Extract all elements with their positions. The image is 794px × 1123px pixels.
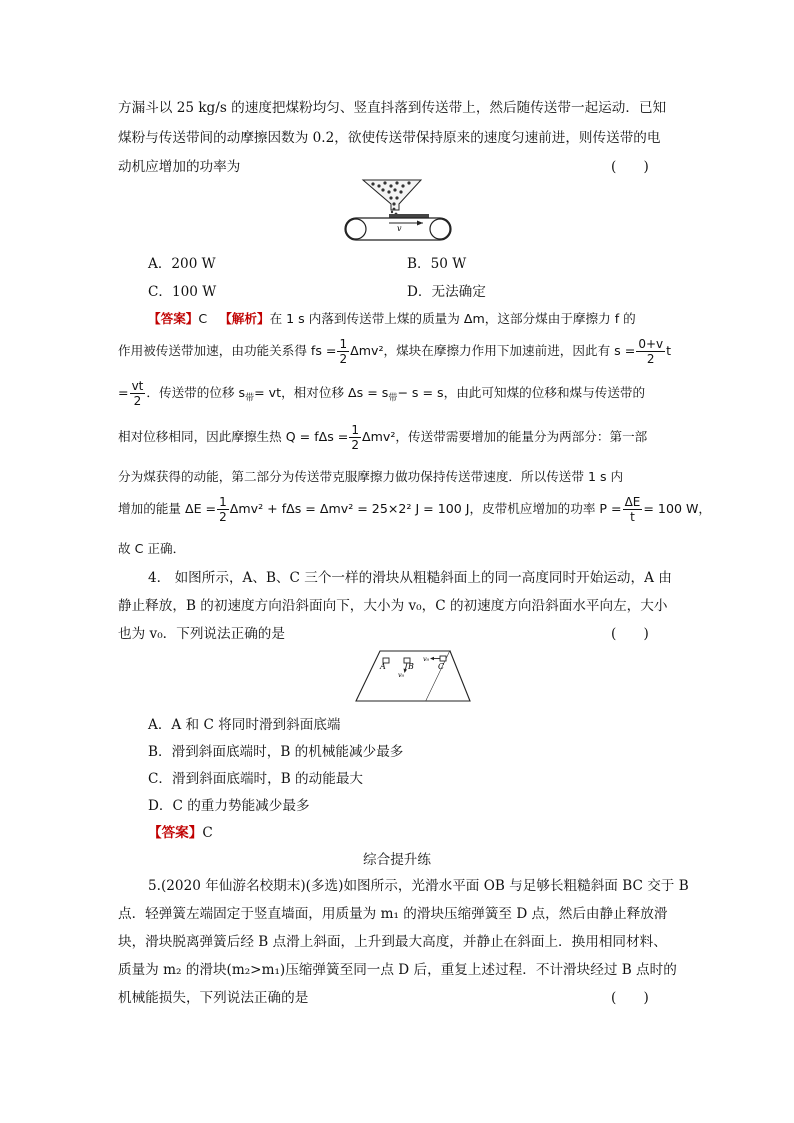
fraction-den: 2 bbox=[646, 352, 655, 366]
answer-tag: 【答案】 bbox=[148, 311, 199, 326]
fraction bbox=[130, 380, 146, 407]
q4-line-1: 4． 如图所示，A、B、C 三个一样的滑块从粗糙斜面上的同一高度同时开始运动，A 由 bbox=[148, 570, 672, 586]
q3-answer-paren: ( ) bbox=[611, 159, 649, 175]
analysis-text: 增加的能量 ΔE = bbox=[118, 501, 217, 516]
q5-line-5: 机械能损失，下列说法正确的是 bbox=[118, 990, 309, 1006]
fraction bbox=[636, 338, 665, 365]
fraction bbox=[217, 496, 229, 523]
q3-line-2: 煤粉与传送带间的动摩擦因数为 0.2，欲使传送带保持原来的速度匀速前进，则传送带的电 bbox=[118, 130, 661, 146]
v0-label-b: v₀ bbox=[398, 671, 405, 679]
fraction-num: vt bbox=[131, 379, 144, 393]
slope-figure bbox=[352, 647, 474, 705]
fraction-num: 1 bbox=[351, 423, 359, 437]
fraction-den: t bbox=[630, 510, 635, 524]
fraction-den: 2 bbox=[339, 352, 348, 366]
block-b-label: B bbox=[408, 662, 414, 671]
q3-analysis-line-1 bbox=[148, 308, 636, 327]
fraction-den: 2 bbox=[219, 510, 227, 524]
q4-line-2: 静止释放，B 的初速度方向沿斜面向下，大小为 v₀，C 的初速度方向沿斜面水平向左，大小 bbox=[118, 598, 668, 614]
q4-option-d: D．C 的重力势能减少最多 bbox=[148, 798, 310, 814]
analysis-text: = vt，相对位移 Δs = s bbox=[254, 385, 389, 400]
q5-line-4: 质量为 m₂ 的滑块(m₂>m₁)压缩弹簧至同一点 D 后，重复上述过程．不计滑块经过 B 点时的 bbox=[118, 962, 677, 978]
fraction-num: 1 bbox=[339, 337, 348, 351]
q3-analysis-line-3 bbox=[118, 380, 645, 407]
q4-answer-paren: ( ) bbox=[611, 626, 649, 642]
analysis-text: = 100 W， bbox=[643, 501, 712, 516]
analysis-text: ．传送带的位移 s bbox=[146, 385, 246, 400]
analysis-text: Δmv²，传送带需要增加的能量分为两部分：第一部 bbox=[362, 429, 648, 444]
q5-line-2: 点．轻弹簧左端固定于竖直墙面，用质量为 m₁ 的滑块压缩弹簧至 D 点，然后由静止释放滑 bbox=[118, 906, 668, 922]
analysis-text: Δmv² + fΔs = Δmv² = 25×2² J = 100 J，皮带机应增加的功率 P = bbox=[229, 501, 622, 516]
q5-answer-paren: ( ) bbox=[611, 990, 649, 1006]
conveyor-figure bbox=[333, 174, 463, 246]
q4-answer-line bbox=[148, 821, 213, 841]
v0-label-c: v₀ bbox=[423, 655, 430, 663]
block-a-label: A bbox=[380, 662, 386, 671]
answer-tag: 【答案】 bbox=[148, 825, 203, 841]
fraction-num: 1 bbox=[219, 495, 227, 509]
analysis-text: Δmv²，煤块在摩擦力作用下加速前进，因此有 s = bbox=[350, 343, 636, 358]
fraction bbox=[349, 424, 361, 451]
analysis-tag: 【解析】 bbox=[219, 311, 270, 326]
q4-option-c: C．滑到斜面底端时，B 的动能最大 bbox=[148, 771, 364, 787]
q3-option-b: B．50 W bbox=[407, 256, 467, 272]
q5-line-3: 块，滑块脱离弹簧后经 B 点滑上斜面，上升到最大高度，并静止在斜面上．换用相同材料、 bbox=[118, 934, 667, 950]
fraction-num: ΔE bbox=[624, 495, 641, 509]
q3-analysis-line-2 bbox=[118, 338, 671, 365]
velocity-label: v bbox=[397, 224, 402, 233]
q4-line-3: 也为 v₀．下列说法正确的是 bbox=[118, 626, 285, 642]
analysis-text: 在 1 s 内落到传送带上煤的质量为 Δm，这部分煤由于摩擦力 f 的 bbox=[269, 311, 636, 326]
q4-option-b: B．滑到斜面底端时，B 的机械能减少最多 bbox=[148, 744, 404, 760]
analysis-text: t bbox=[666, 343, 672, 358]
fraction-den: 2 bbox=[133, 394, 142, 408]
fraction bbox=[337, 338, 349, 365]
subscript: 带 bbox=[388, 393, 398, 404]
q3-line-1: 方漏斗以 25 kg/s 的速度把煤粉均匀、竖直抖落到传送带上，然后随传送带一起运动．已知 bbox=[118, 100, 667, 116]
subscript: 带 bbox=[245, 393, 255, 404]
analysis-text: = bbox=[118, 385, 129, 400]
analysis-text: 相对位移相同，因此摩擦生热 Q = fΔs = bbox=[118, 429, 349, 444]
q3-line-3: 动机应增加的功率为 bbox=[118, 159, 241, 175]
q3-option-d: D．无法确定 bbox=[407, 284, 486, 300]
q3-analysis-line-5: 分为煤获得的动能，第二部分为传送带克服摩擦力做功保持传送带速度．所以传送带 1 s 内 bbox=[118, 469, 624, 484]
q5-line-1: 5.(2020 年仙游名校期末)(多选)如图所示，光滑水平面 OB 与足够长粗糙斜面 BC 交于 B bbox=[148, 878, 689, 894]
section-title: 综合提升练 bbox=[363, 852, 431, 868]
fraction bbox=[623, 496, 643, 523]
q3-analysis-line-7: 故 C 正确． bbox=[118, 541, 186, 556]
q4-option-a: A．A 和 C 将同时滑到斜面底端 bbox=[148, 717, 341, 733]
q3-analysis-line-6 bbox=[118, 496, 711, 523]
q3-answer: C bbox=[198, 311, 208, 326]
q3-option-a: A．200 W bbox=[148, 256, 216, 272]
q3-analysis-line-4 bbox=[118, 424, 647, 451]
fraction-den: 2 bbox=[351, 438, 359, 452]
block-c-label: C bbox=[438, 662, 445, 671]
q4-answer: C bbox=[202, 825, 213, 841]
fraction-num: 0+v bbox=[638, 337, 664, 351]
q3-option-c: C．100 W bbox=[148, 284, 217, 300]
analysis-text: 作用被传送带加速，由功能关系得 fs = bbox=[118, 343, 337, 358]
analysis-text: − s = s，由此可知煤的位移和煤与传送带的 bbox=[397, 385, 646, 400]
